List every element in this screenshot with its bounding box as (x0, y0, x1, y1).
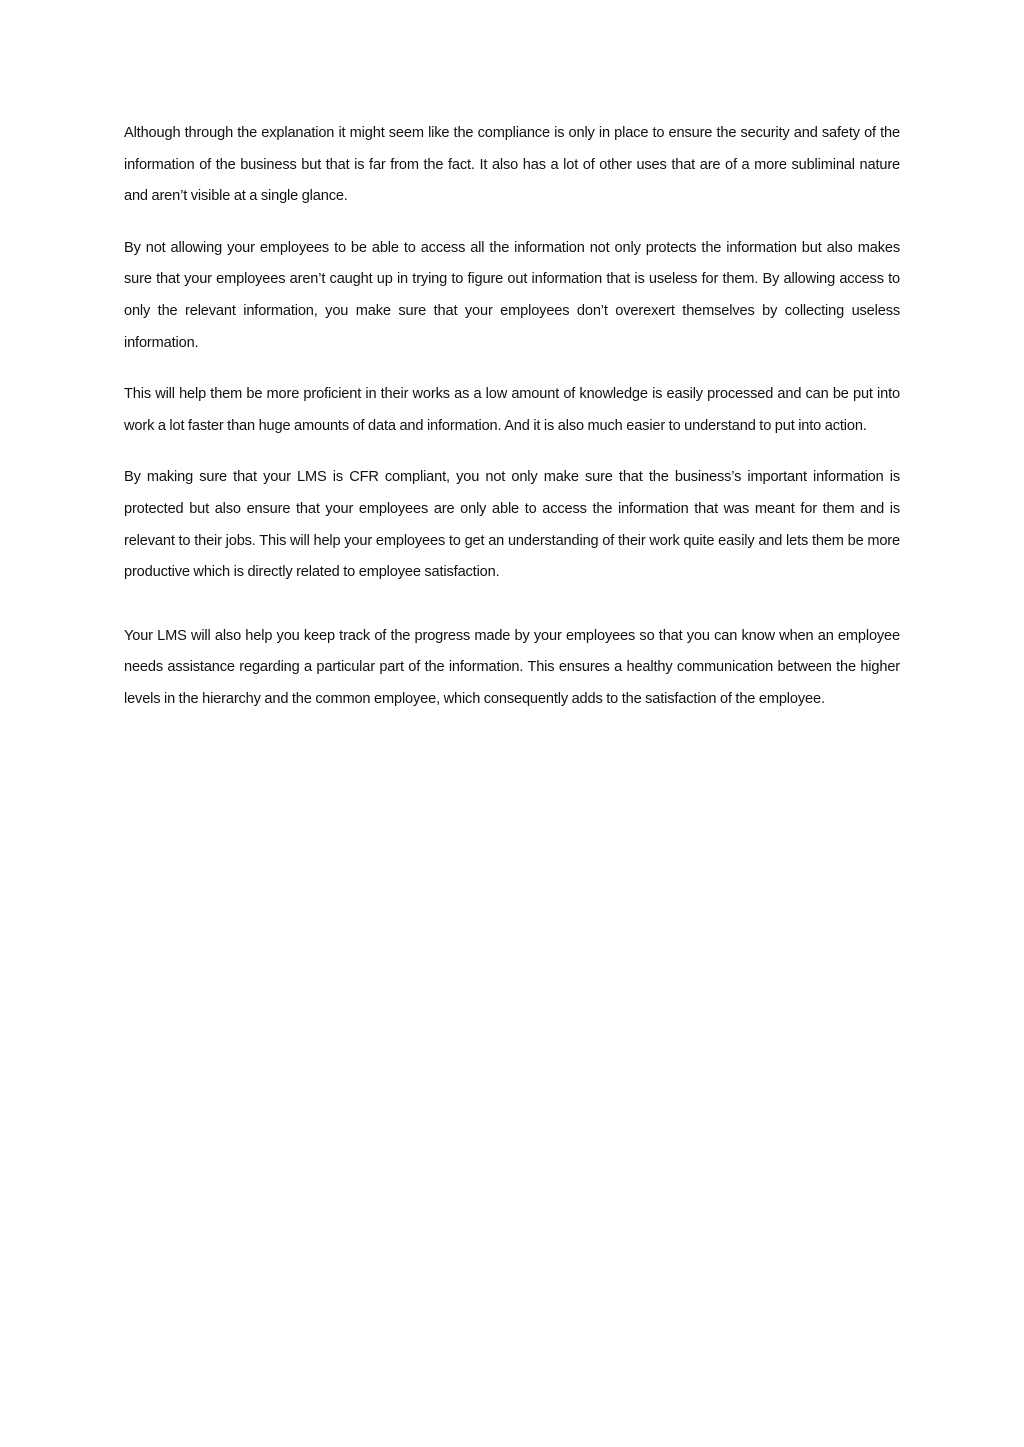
paragraph-progress-tracking: Your LMS will also help you keep track of the progress made by your employees so that you can know when an employee needs assistance regarding a particular part of the information. This ensures a healthy communication between the higher levels in the hierarchy and the common employee, which consequently adds to the satisfaction of the employee. (124, 627, 900, 707)
paragraph-cfr-compliance: By making sure that your LMS is CFR compliant, you not only make sure that the business’s important information is protected but also ensure that your employees are only able to access the information that was meant for them and is relevant to their jobs. This will help your employees to get an understanding of their work quite easily and lets them be more productive which is directly related to employee satisfaction. (124, 469, 900, 581)
document-body (124, 118, 900, 736)
paragraph-access-restriction: By not allowing your employees to be able to access all the information not only protects the information but also makes sure that your employees aren’t caught up in trying to figure out information that is useless for them. By allowing access to only the relevant information, you make sure that your employees don’t overexert themselves by collecting useless information. (124, 239, 900, 351)
paragraph-compliance-uses: Although through the explanation it might seem like the compliance is only in place to ensure the security and safety of the information of the business but that is far from the fact. It also has a lot of other uses that are of a more subliminal nature and aren’t visible at a single glance. (124, 125, 900, 205)
paragraph-proficiency: This will help them be more proficient in their works as a low amount of knowledge is easily processed and can be put into work a lot faster than huge amounts of data and information. And it is also much easier to understand to put into action. (124, 386, 900, 434)
